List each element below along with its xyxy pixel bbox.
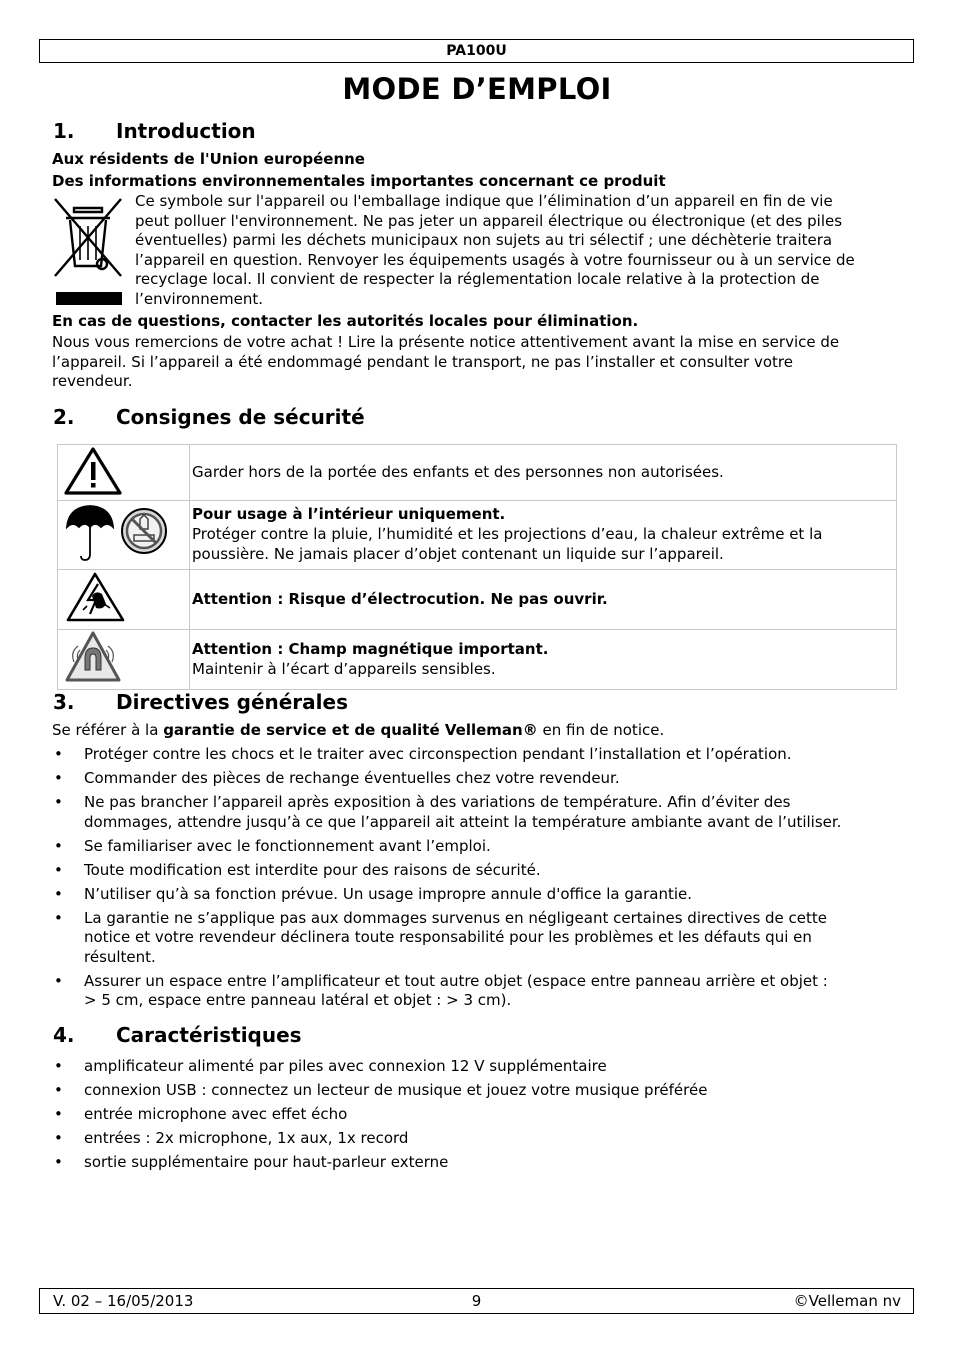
umbrella-icon [67, 506, 113, 560]
safety-icon-cell [58, 445, 190, 501]
eu-residents-label: Aux résidents de l'Union européenne [52, 150, 365, 168]
section-title: Consignes de sécurité [116, 405, 365, 429]
list-item [52, 1129, 902, 1149]
page-title: MODE D’EMPLOI [342, 72, 612, 106]
list-item [52, 885, 902, 905]
thanks-line: revendeur. [52, 372, 133, 391]
section-title: Introduction [116, 119, 256, 143]
safety-row [58, 501, 897, 570]
safety-row [58, 445, 897, 501]
env-info-label: Des informations environnementales importantes concernant ce produit [52, 172, 666, 190]
section-title: Caractéristiques [116, 1023, 302, 1047]
list-item [52, 861, 902, 881]
section-number: 3. [53, 690, 75, 714]
list-item [52, 745, 902, 765]
safety-table [57, 444, 897, 690]
general-list [52, 745, 902, 1015]
safety-bold-text: Pour usage à l’intérieur uniquement. [192, 505, 506, 523]
safety-text-cell [190, 570, 897, 630]
section-number: 4. [53, 1023, 75, 1047]
weee-line: peut polluer l'environnement. Ne pas jeter un appareil électrique ou électronique (et des piles [135, 211, 843, 230]
thanks-line: Nous vous remercions de votre achat ! Lire la présente notice attentivement avant la mise en service de [52, 333, 840, 351]
list-item-text: • connexion USB : connectez un lecteur de musique et jouez votre musique préférée [84, 1080, 708, 1099]
model-header: PA100U [39, 39, 914, 63]
version-date: V. 02 – 16/05/2013 [53, 1292, 194, 1310]
list-item-text: • Commander des pièces de rechange éventuelles chez votre revendeur. [84, 768, 620, 787]
safety-row [58, 630, 897, 690]
electric-shock-icon [58, 570, 189, 625]
page-footer [39, 1288, 914, 1314]
thanks-line: l’appareil. Si l’appareil a été endommagé pendant le transport, ne pas l’installer et consulter votre [52, 352, 793, 371]
list-item-text: • La garantie ne s’applique pas aux dommages survenus en négligeant certaines directives de cette [84, 908, 828, 927]
list-item-text: • Assurer un espace entre l’amplificateur et tout autre objet (espace entre panneau arrière et objet : [84, 971, 828, 990]
warranty-reference: garantie de service et de qualité Velleman® [163, 721, 538, 739]
safety-text-cell [190, 445, 897, 501]
list-item [52, 1153, 902, 1173]
safety-icon-cell [58, 630, 190, 690]
list-item-text: notice et votre revendeur déclinera toute responsabilité pour les problèmes et les défauts qui en [84, 928, 812, 947]
list-item-text: dommages, attendre jusqu’à ce que l’appareil ait atteint la température ambiante avant de l’utiliser. [84, 812, 842, 831]
thanks-paragraph [52, 333, 902, 392]
list-item [52, 793, 902, 832]
section-number: 2. [53, 405, 75, 429]
magnetic-field-icon [58, 630, 189, 685]
list-item-text: • sortie supplémentaire pour haut-parleur externe [84, 1152, 449, 1171]
list-item-text: > 5 cm, espace entre panneau latéral et objet : > 3 cm). [84, 991, 512, 1010]
list-item-text: • amplificateur alimenté par piles avec connexion 12 V supplémentaire [84, 1057, 607, 1075]
general-intro [52, 721, 902, 741]
general-intro-post: en fin de notice. [537, 721, 665, 739]
list-item [52, 769, 902, 789]
section-heading-safety [53, 404, 365, 430]
general-intro-pre: Se référer à la [52, 721, 164, 739]
list-item-text: • entrée microphone avec effet écho [84, 1104, 348, 1123]
list-item [52, 909, 902, 968]
weee-line: Ce symbole sur l'appareil ou l'emballage indique que l’élimination d’un appareil en fin de vie [135, 192, 833, 210]
weee-bin-icon [52, 196, 124, 308]
features-list [52, 1057, 902, 1177]
list-item-text: • Se familiariser avec le fonctionnement avant l’emploi. [84, 836, 491, 855]
indoor-icons [58, 501, 189, 565]
safety-row [58, 570, 897, 630]
list-item [52, 1105, 902, 1125]
section-title: Directives générales [116, 690, 348, 714]
section-number: 1. [53, 119, 75, 143]
weee-notice [135, 192, 910, 310]
safety-icon-cell [58, 501, 190, 570]
no-liquid-icon [122, 509, 166, 553]
section-heading-general [53, 689, 348, 715]
section-heading-introduction [53, 118, 256, 144]
weee-line: éventuelles) parmi les déchets municipaux non sujets au tri sélectif ; une déchèterie traitera [135, 231, 833, 250]
safety-icon-cell [58, 570, 190, 630]
weee-line: l’appareil en question. Renvoyer les équipements usagés à votre fournisseur ou à un service de [135, 250, 855, 269]
list-item-text: • entrées : 2x microphone, 1x aux, 1x record [84, 1128, 409, 1147]
list-item-text: • N’utiliser qu’à sa fonction prévue. Un usage impropre annule d'office la garantie. [84, 884, 692, 903]
safety-text-cell [190, 630, 897, 690]
page-number: 9 [471, 1292, 482, 1310]
safety-text-cell [190, 501, 897, 570]
list-item [52, 972, 902, 1011]
safety-text: poussière. Ne jamais placer d’objet contenant un liquide sur l’appareil. [192, 545, 724, 563]
safety-bold-text: Attention : Risque d’électrocution. Ne pas ouvrir. [192, 589, 608, 608]
list-item-text: résultent. [84, 947, 156, 966]
list-item-text: • Toute modification est interdite pour des raisons de sécurité. [84, 860, 541, 879]
safety-text: Protéger contre la pluie, l’humidité et les projections d’eau, la chaleur extrême et la [192, 525, 823, 543]
section-heading-features [53, 1022, 302, 1048]
list-item [52, 837, 902, 857]
warning-triangle-icon [58, 445, 189, 496]
list-item-text: • Protéger contre les chocs et le traiter avec circonspection pendant l’installation et l’opération. [84, 745, 792, 763]
list-item [52, 1081, 902, 1101]
questions-notice: En cas de questions, contacter les autorités locales pour élimination. [52, 312, 639, 330]
copyright: ©Velleman nv [793, 1292, 901, 1310]
list-item [52, 1057, 902, 1077]
safety-text: Maintenir à l’écart d’appareils sensibles. [192, 659, 496, 678]
safety-text: Garder hors de la portée des enfants et des personnes non autorisées. [192, 462, 724, 481]
list-item-text: • Ne pas brancher l’appareil après exposition à des variations de température. Afin d’éviter des [84, 792, 791, 811]
safety-bold-text: Attention : Champ magnétique important. [192, 639, 549, 658]
weee-line: l’environnement. [135, 289, 263, 308]
weee-line: recyclage local. Il convient de respecter la réglementation locale relative à la protection de [135, 270, 820, 289]
